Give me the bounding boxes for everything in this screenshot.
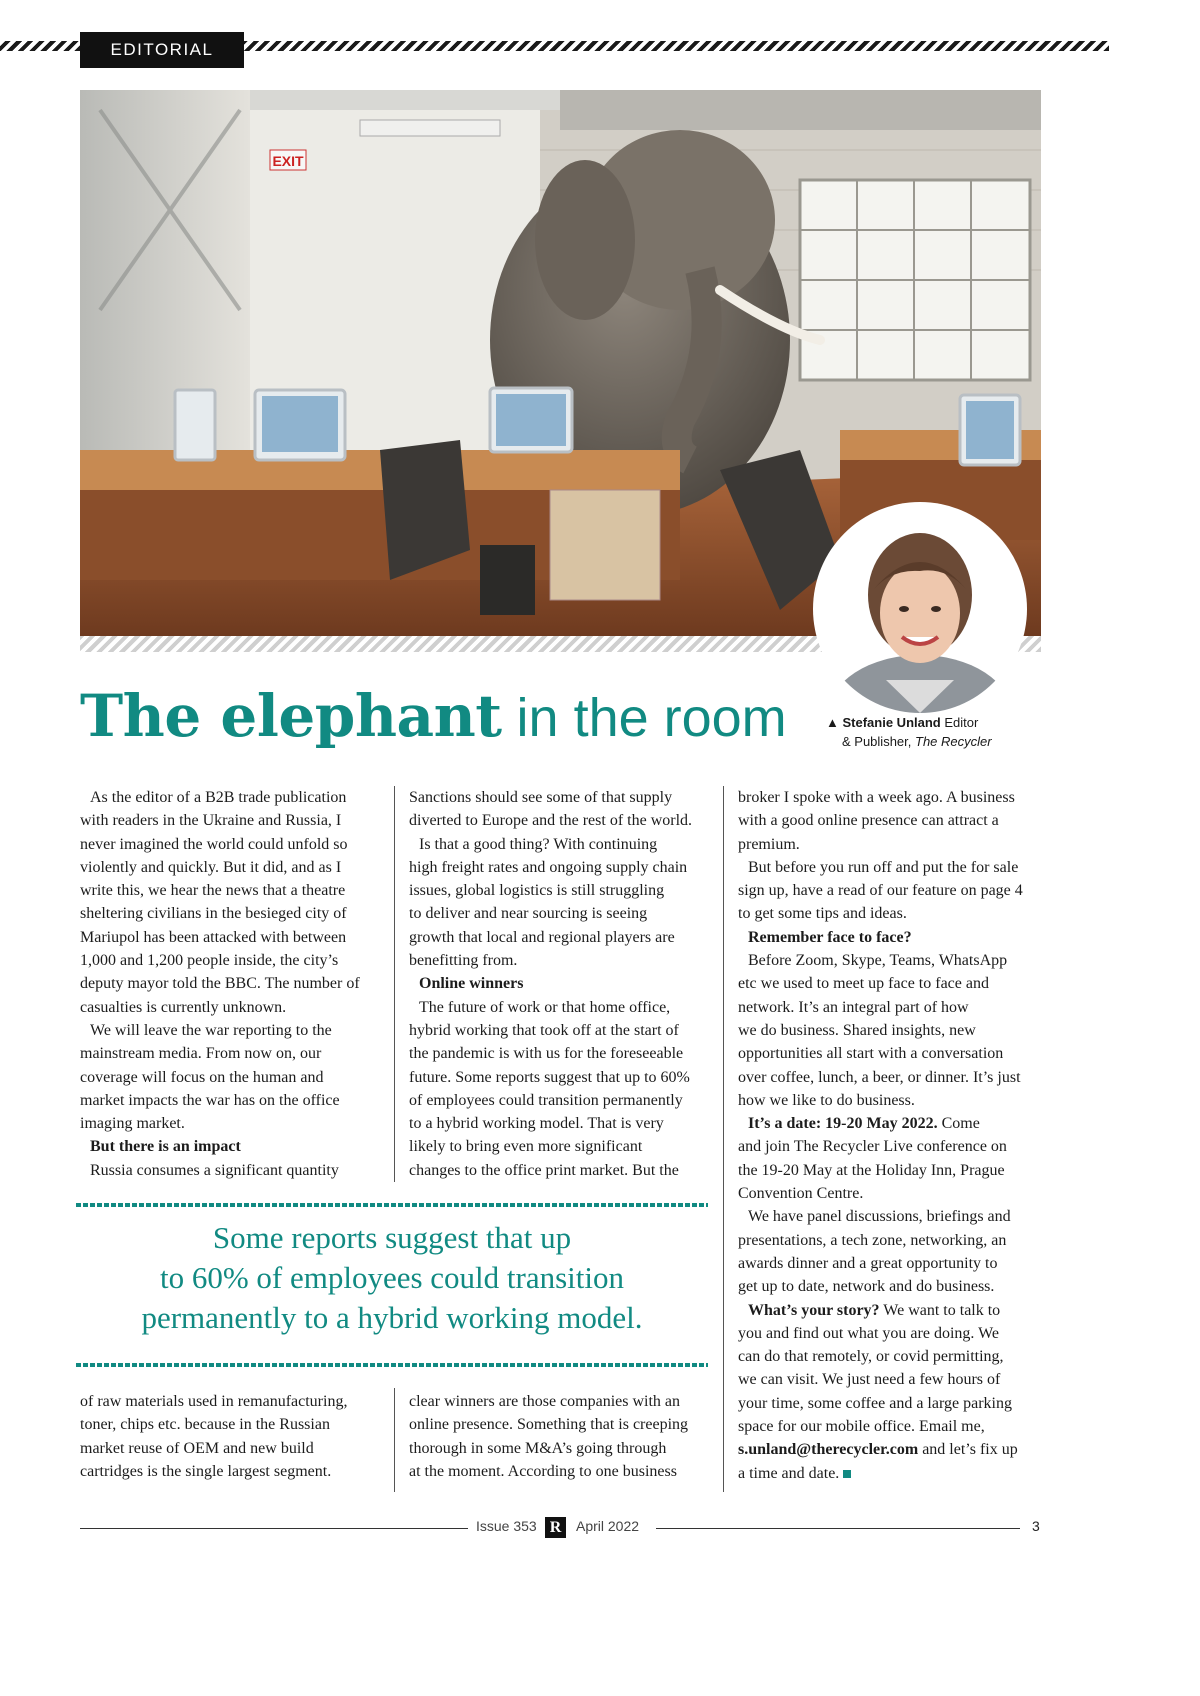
column-2-bottom (409, 1390, 719, 1483)
col1-line: imaging market. (80, 1115, 185, 1133)
pull-quote (80, 1218, 704, 1338)
col3-line: and join The Recycler Live conference on (738, 1138, 1007, 1156)
caption-arrow: ▲ (826, 715, 839, 730)
col3-line: how we like to do business. (738, 1091, 915, 1109)
col3-line-end (738, 1462, 1043, 1485)
recycler-logo-icon (545, 1517, 566, 1538)
caption-role: Editor (940, 715, 979, 730)
lead-your-story: What’s your story? (748, 1301, 880, 1319)
col3-line: Convention Centre. (738, 1185, 864, 1203)
author-photo (816, 505, 1024, 713)
col3-line: etc we used to meet up face to face and (738, 975, 989, 993)
col3-line: space for our mobile office. Email me, (738, 1418, 985, 1436)
col2-line: issues, global logistics is still struggling (409, 882, 665, 900)
col3-line: can do that remotely, or covid permitting, (738, 1348, 1004, 1366)
col1-line: mainstream media. From now on, our (80, 1045, 322, 1063)
col2b-line: at the moment. According to one business (409, 1462, 677, 1480)
column-1-top (80, 786, 390, 1182)
subhead-face-to-face: Remember face to face? (748, 928, 912, 946)
column-rule-2 (723, 786, 724, 1492)
col1b-line: market reuse of OEM and new build (80, 1439, 314, 1457)
footer-date: April 2022 (576, 1518, 640, 1534)
col3-text: We want to talk to (879, 1301, 1001, 1319)
col2-line: Sanctions should see some of that supply (409, 789, 673, 806)
caption-role2: & Publisher, (842, 734, 915, 749)
pullquote-rule-bottom (76, 1363, 708, 1367)
column-rule-1-bottom (394, 1388, 395, 1492)
col1-line: write this, we hear the news that a theatre (80, 882, 346, 900)
footer-rule-right (656, 1528, 1020, 1529)
col2-line: high freight rates and ongoing supply chain (409, 858, 688, 876)
col3-line: Before Zoom, Skype, Teams, WhatsApp (748, 952, 1008, 970)
pullquote-line: Some reports suggest that up (212, 1220, 572, 1255)
col3-line: network. It’s an integral part of how (738, 998, 969, 1016)
subhead-impact: But there is an impact (90, 1138, 241, 1156)
col3-line: over coffee, lunch, a beer, or dinner. It’s just (738, 1068, 1021, 1086)
col2-line: of employees could transition permanently (409, 1091, 683, 1109)
header-stripe-left (0, 41, 80, 51)
col2-line: changes to the office print market. But the (409, 1161, 679, 1179)
page-number: 3 (1032, 1518, 1040, 1534)
footer-rule-left (80, 1528, 468, 1529)
caption-name: Stefanie Unland (842, 715, 941, 730)
author-portrait (816, 505, 1024, 713)
col3-line: the 19-20 May at the Holiday Inn, Prague (738, 1161, 1005, 1179)
column-rule-1-top (394, 786, 395, 1182)
col3-line: get up to date, network and do business. (738, 1278, 995, 1296)
col2-line: The future of work or that home office, (419, 998, 671, 1016)
col1-line: never imagined the world could unfold so (80, 835, 348, 853)
col3-text: a time and date. (738, 1464, 840, 1482)
col2b-line: thorough in some M&A’s going through (409, 1439, 667, 1457)
caption-publication: The Recycler (915, 734, 992, 749)
col1b-line: toner, chips etc. because in the Russian (80, 1416, 330, 1434)
col3-line: premium. (738, 835, 800, 853)
col3-line: to get some tips and ideas. (738, 905, 907, 923)
col2b-line: clear winners are those companies with an (409, 1393, 681, 1410)
col2-line: future. Some reports suggest that up to 60% (409, 1068, 690, 1086)
col3-line: awards dinner and a great opportunity to (738, 1254, 998, 1272)
col3-line-email (738, 1438, 1043, 1461)
col3-line: with a good online presence can attract a (738, 812, 999, 830)
section-tag (80, 32, 244, 68)
end-mark-icon (843, 1470, 851, 1478)
lead-its-a-date: It’s a date: 19-20 May 2022. (748, 1115, 938, 1133)
col1-line: We will leave the war reporting to the (90, 1021, 332, 1039)
col2-line: to deliver and near sourcing is seeing (409, 905, 648, 923)
pullquote-line: to 60% of employees could transition (159, 1260, 625, 1295)
portrait-caption (826, 713, 1046, 751)
header-stripe-right (244, 41, 1109, 51)
col3-line: sign up, have a read of our feature on page 4 (738, 882, 1023, 900)
col3-line: presentations, a tech zone, networking, an (738, 1231, 1007, 1249)
logo-letter: R (549, 1518, 562, 1536)
col3-line: broker I spoke with a week ago. A business (738, 789, 1015, 806)
col3-line-story (738, 1299, 1043, 1322)
col3-line: you and find out what you are doing. We (738, 1324, 1000, 1342)
col3-line: But before you run off and put the for sale (748, 858, 1019, 876)
col2b-line: online presence. Something that is creeping (409, 1416, 689, 1434)
email-link[interactable]: s.unland@therecycler.com (738, 1441, 919, 1459)
col1-line: market impacts the war has on the office (80, 1091, 340, 1109)
col3-line: opportunities all start with a conversation (738, 1045, 1004, 1063)
col2-line: hybrid working that took off at the start of (409, 1021, 679, 1039)
col2-line: diverted to Europe and the rest of the world. (409, 812, 693, 830)
column-3 (738, 786, 1043, 1485)
col3-line: we can visit. We just need a few hours of (738, 1371, 1001, 1389)
pullquote-rule-top (76, 1203, 708, 1207)
col1-line: coverage will focus on the human and (80, 1068, 324, 1086)
col2-line: likely to bring even more significant (409, 1138, 643, 1156)
col1-line: Russia consumes a significant quantity (90, 1161, 339, 1179)
caption-line-1 (826, 713, 1046, 732)
section-label: EDITORIAL (110, 40, 214, 59)
col3-line: we do business. Shared insights, new (738, 1021, 976, 1039)
col1-line: sheltering civilians in the besieged city of (80, 905, 347, 923)
col1-line: As the editor of a B2B trade publication (90, 789, 347, 806)
col1-line: violently and quickly. But it did, and as I (80, 858, 342, 876)
col1-line: with readers in the Ukraine and Russia, I (80, 812, 342, 830)
column-1-bottom (80, 1390, 390, 1483)
col1b-line: cartridges is the single largest segment. (80, 1462, 332, 1480)
column-2-top (409, 786, 719, 1182)
col2-line: growth that local and regional players are (409, 928, 675, 946)
col3-line-date (738, 1112, 1043, 1135)
title-bold: The elephant (80, 682, 502, 750)
footer-issue: Issue 353 (476, 1518, 537, 1534)
col2-line: Is that a good thing? With continuing (419, 835, 658, 853)
pullquote-line: permanently to a hybrid working model. (141, 1300, 643, 1335)
col3-line: We have panel discussions, briefings and (748, 1208, 1011, 1226)
col1-line: deputy mayor told the BBC. The number of (80, 975, 360, 993)
col1-line: 1,000 and 1,200 people inside, the city’s (80, 952, 339, 970)
col2-line: benefitting from. (409, 952, 518, 970)
caption-line-2 (826, 732, 1046, 751)
exit-sign: EXIT (272, 153, 304, 169)
col1-line: casualties is currently unknown. (80, 998, 287, 1016)
page-title (80, 680, 787, 754)
subhead-online-winners: Online winners (419, 975, 524, 993)
col3-line: your time, some coffee and a large parking (738, 1394, 1012, 1412)
col2-line: the pandemic is with us for the foreseeable (409, 1045, 684, 1063)
col3-text: and let’s fix up (918, 1441, 1018, 1459)
col1b-line: of raw materials used in remanufacturing, (80, 1393, 348, 1410)
col3-text: Come (937, 1115, 980, 1133)
col1-line: Mariupol has been attacked with between (80, 928, 347, 946)
title-light: in the room (501, 688, 787, 748)
col2-line: to a hybrid working model. That is very (409, 1115, 664, 1133)
